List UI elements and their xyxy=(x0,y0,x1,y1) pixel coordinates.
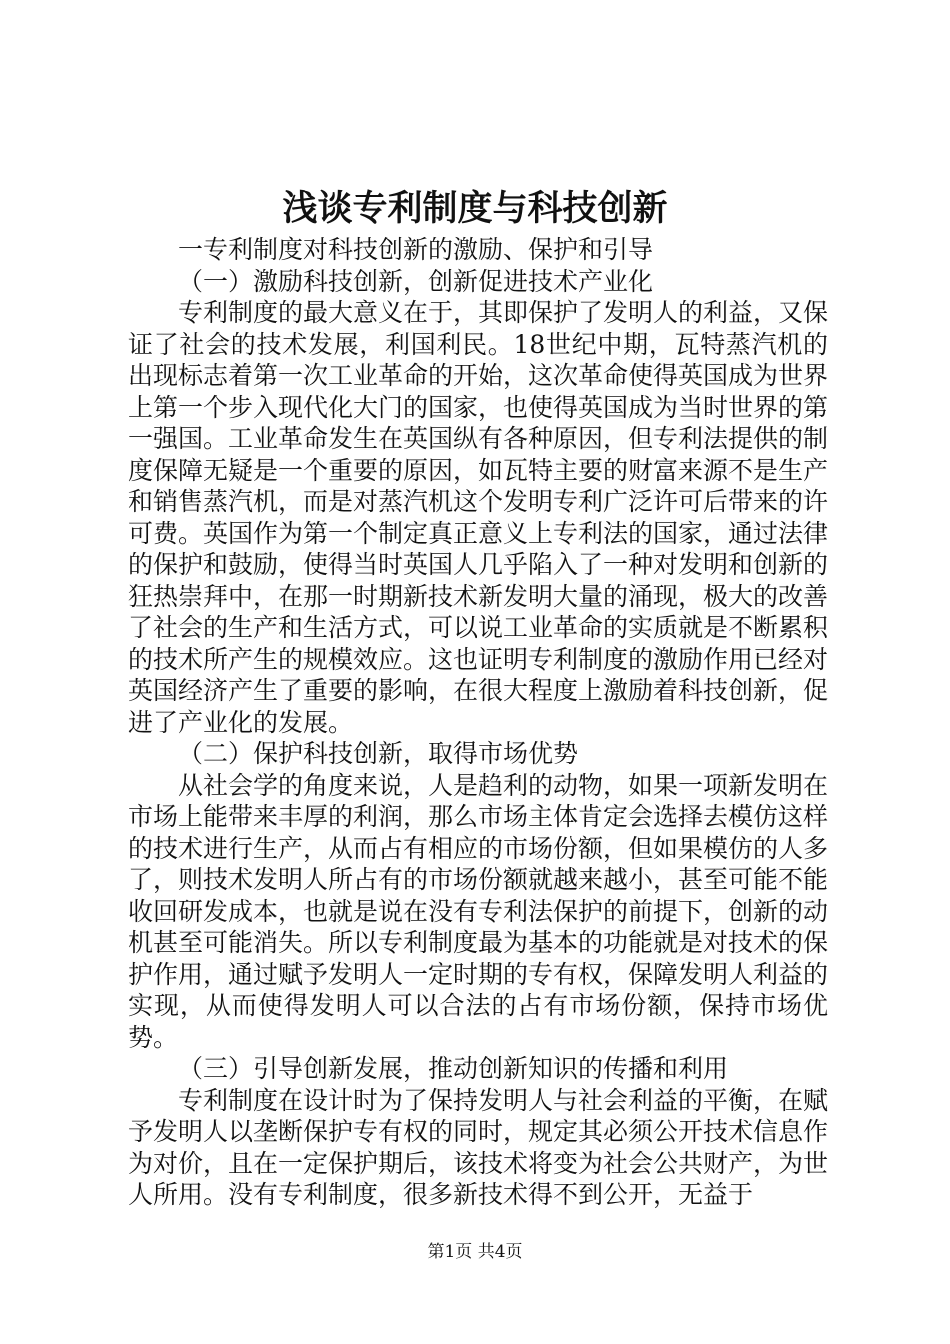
subsection-heading-2: （二）保护科技创新，取得市场优势 xyxy=(178,739,579,768)
paragraph-1: 专利制度的最大意义在于，其即保护了发明人的利益，又保证了社会的技术发展，利国利民。18世纪中期，瓦特蒸汽机的出现标志着第一次工业革命的开始，这次革命使得英国成为世界上第一个步入现代化大门的国家，也使得英国成为当时世界的第一强国。工业革命发生在英国纵有各种原因，但专利法提供的制度保障无疑是一个重要的原因，如瓦特主要的财富来源不是生产和销售蒸汽机，而是对蒸汽机这个发明专利广泛许可后带来的许可费。英国作为第一个制定真正意义上专利法的国家，通过法律的保护和鼓励，使得当时英国人几乎陷入了一种对发明和创新的狂热崇拜中，在那一时期新技术新发明大量的涌现，极大的改善了社会的生产和生活方式，可以说工业革命的实质就是不断累积的技术所产生的规模效应。这也证明专利制度的激励作用已经对英国经济产生了重要的影响，在很大程度上激励着科技创新，促进了产业化的发展。 xyxy=(128,298,829,737)
subsection-heading-1: （一）激励科技创新，创新促进技术产业化 xyxy=(178,266,654,296)
paragraph-3: 专利制度在设计时为了保持发明人与社会利益的平衡，在赋予发明人以垄断保护专有权的同时，规定其必须公开技术信息作为对价，且在一定保护期后，该技术将变为社会公共财产，为世人所用。没有专利制度，很多新技术得不到公开，无益于 xyxy=(128,1085,829,1209)
document-body xyxy=(128,234,828,1211)
document-title: 浅谈专利制度与科技创新 xyxy=(282,188,668,229)
paragraph-2: 从社会学的角度来说，人是趋利的动物，如果一项新发明在市场上能带来丰厚的利润，那么市场主体肯定会选择去模仿这样的技术进行生产，从而占有相应的市场份额，但如果模仿的人多了，则技术发明人所占有的市场份额就越来越小，甚至可能不能收回研发成本，也就是说在没有专利法保护的前提下，创新的动机甚至可能消失。所以专利制度最为基本的功能就是对技术的保护作用，通过赋予发明人一定时期的专有权，保障发明人利益的实现，从而使得发明人可以合法的占有市场份额，保持市场优势。 xyxy=(128,770,829,1052)
subsection-heading-3: （三）引导创新发展，推动创新知识的传播和利用 xyxy=(178,1054,729,1083)
section-heading: 一专利制度对科技创新的激励、保护和引导 xyxy=(178,235,654,264)
page-footer: 第1页 共4页 xyxy=(427,1242,523,1262)
